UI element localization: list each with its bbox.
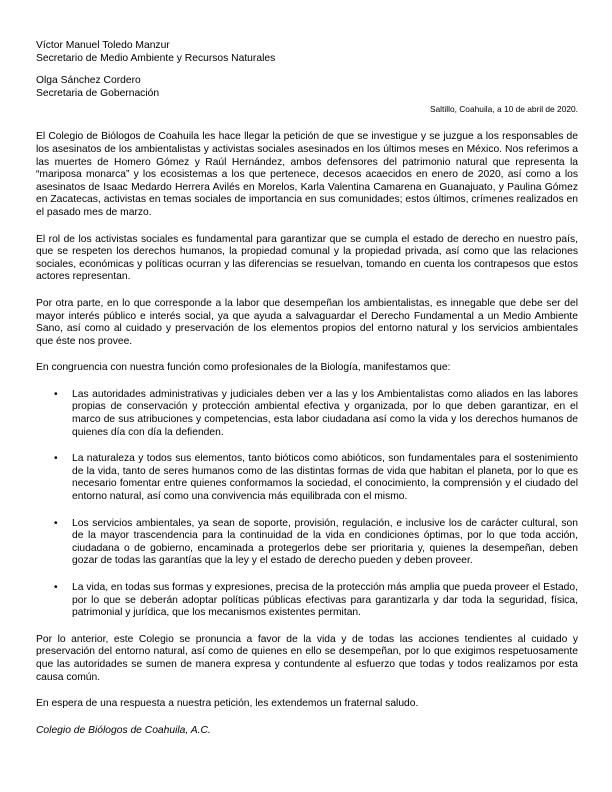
bullet-icon: • [54,388,58,400]
body-paragraph: Por otra parte, en lo que corresponde a la labor que desempeñan los ambientalistas, es innegable que debe ser del mayor interés público e interés social, ya que ayuda a salvaguardar el Derecho Fundamental a un Medio Ambiente Sano, así como al cuidado y preservación de los elementos propios del entorno natural y los servicios ambientales que éste nos provee. [36,297,578,347]
list-item-text: La vida, en todas sus formas y expresiones, precisa de la protección más amplia que pueda proveer el Estado, por lo que se deberán adoptar políticas públicas efectivas para garantizarla y dar toda la seguridad, física, patrimonial y jurídica, que los mecanismos existentes permitan. [72,582,578,619]
recipient-title: Secretario de Medio Ambiente y Recursos Naturales [36,52,276,64]
list-item [36,582,578,620]
list-item-text: Los servicios ambientales, ya sean de soporte, provisión, regulación, e inclusive los de carácter cultural, son de la mayor trascendencia para la continuidad de la vida en condiciones óptimas, por lo que toda acción, ciudadana o de gobierno, encaminada a protegerlos debe ser prioritaria y, quienes la desempeñan, deben gozar de todas las garantías que la ley y el estado de derecho pueden y deben proveer. [72,517,578,567]
closing-paragraph: Por lo anterior, este Colegio se pronuncia a favor de la vida y de todas las acciones tendientes al cuidado y preservación del entorno natural, así como de quienes en ello se desempeñan, por lo que exigimos respetuosamente que las autoridades se sumen de manera expresa y contundente al esfuerzo que todas y todos realizamos por esta causa común. [36,633,578,683]
letter-page [36,40,578,737]
body-paragraph: El Colegio de Biólogos de Coahuila les hace llegar la petición de que se investigue y se juzgue a los responsables de los asesinatos de los ambientalistas y activistas sociales asesinados en los últimos meses en México. Nos referimos a las muertes de Homero Gómez y Raúl Hernández, ambos defensores del patrimonio natural que representa la “mariposa monarca” y los ecosistemas a los que pertenece, decesos acaecidos en enero de 2020, así como a los asesinatos de Isaac Medardo Herrera Avilés en Morelos, Karla Valentina Camarena en Guanajuato, y Paulina Gómez en Zacatecas, activistas en temas sociales de importancia en sus comunidades; estos últimos, crímenes realizados en el pasado mes de marzo. [36,131,578,218]
recipients-block [36,40,578,100]
list-item [36,453,578,503]
list-item-text: Las autoridades administrativas y judiciales deben ver a las y los Ambientalistas como aliados en las labores propias de conservación y protección ambiental efectiva y organizada, por lo que deben garantizar, en el marco de sus atribuciones y competencias, esta labor ciudadana así como la vida y los derechos humanos de quienes día con día la defienden. [72,388,578,438]
list-item [36,518,578,568]
bullet-icon: • [54,582,58,593]
statement-list [36,389,578,620]
list-item [36,389,578,439]
recipient-2 [36,75,578,100]
body-paragraph: En congruencia con nuestra función como profesionales de la Biología, manifestamos que: [36,362,451,374]
recipient-title: Secretaria de Gobernación [36,87,160,99]
bullet-icon: • [54,453,58,465]
date-line: Saltillo, Coahuila, a 10 de abril de 2020. [429,104,578,115]
bullet-icon: • [54,517,58,529]
closing-paragraph: En espera de una respuesta a nuestra petición, les extendemos un fraternal saludo. [36,698,419,710]
recipient-1 [36,40,578,65]
signature: Colegio de Biólogos de Coahuila, A.C. [36,724,211,736]
list-item-text: La naturaleza y todos sus elementos, tanto bióticos como abióticos, son fundamentales para el sostenimiento de la vida, tanto de seres humanos como de las distintas formas de vida que habitan el planeta, por lo que es necesario fomentar entre quienes conformamos la sociedad, el conocimiento, la comprensión y el ciudado del entorno natural, así como una convivencia más equilibrada con el mismo. [72,453,578,503]
recipient-name: Víctor Manuel Toledo Manzur [36,40,170,51]
body-paragraph: El rol de los activistas sociales es fundamental para garantizar que se cumpla el estado de derecho en nuestro país, que se respeten los derechos humanos, la propiedad comunal y la propiedad privada, así como que las relaciones sociales, económicas y políticas ocurran y las diferencias se resuelvan, tomando en cuenta los contrapesos que estos actores representan. [36,233,578,283]
recipient-name: Olga Sánchez Cordero [36,75,141,87]
